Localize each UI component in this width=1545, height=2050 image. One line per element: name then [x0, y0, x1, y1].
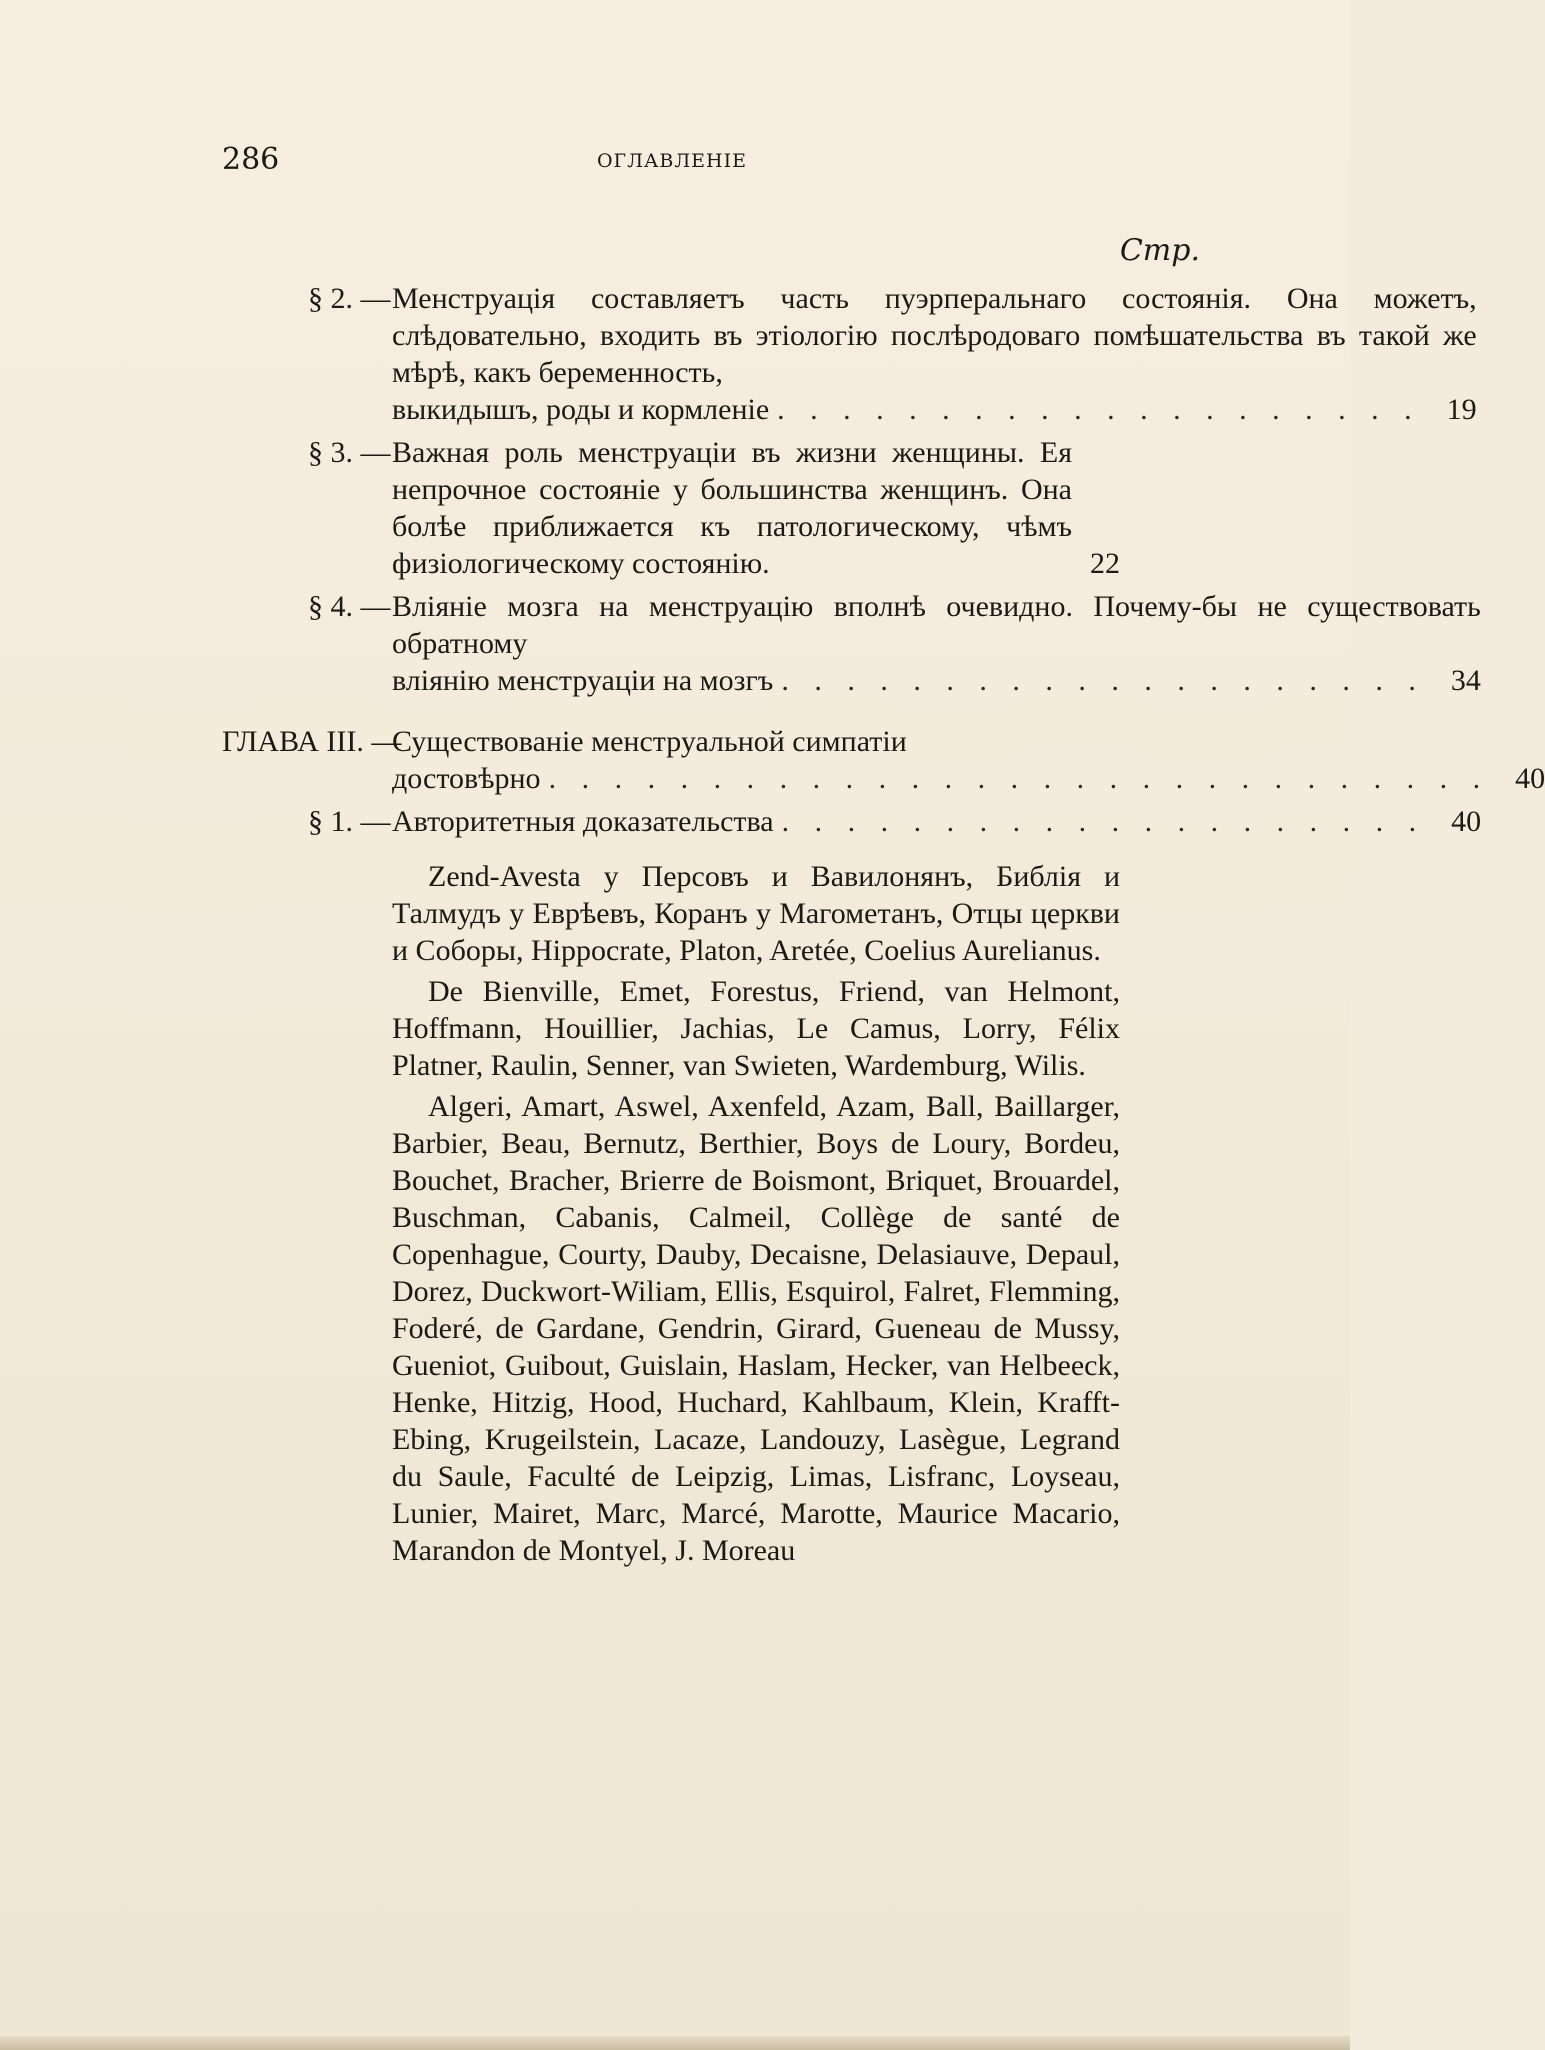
entry-label: § 2. —: [308, 282, 391, 315]
toc-entry-section-3: [222, 434, 1120, 582]
leader-dots: . . . . . . . . . . . . . . . . . . . . . . . . . . . . .: [548, 762, 1490, 795]
authority-paragraph: De Bienville, Emet, Forestus, Friend, van Helmont, Hoffmann, Houillier, Jachias, Le Camus, Lorry, Félix Platner, Raulin, Senner, van Swieten, Wardemburg, Wilis.: [392, 975, 1120, 1082]
entry-text-last-line: вліянію менструаціи на мозгъ: [392, 664, 774, 697]
authority-paragraph: Algeri, Amart, Aswel, Axenfeld, Azam, Ball, Baillarger, Barbier, Beau, Bernutz, Berthier, Boys de Loury, Bordeu, Bouchet, Bracher, Brierre de Boismont, Briquet, Brouardel, Buschman, Cabanis, Calmeil, Collège de santé de Copenhague, Courty, Dauby, Decaisne, Delasiauve, Depaul, Dorez, Duckwort-Wiliam, Ellis, Esquirol, Falret, Flemming, Foderé, de Gardane, Gendrin, Girard, Gueneau de Mussy, Gueniot, Guibout, Guislain, Haslam, Hecker, van Helbeeck, Henke, Hitzig, Hood, Huchard, Kahlbaum, Klein, Krafft-Ebing, Krugeilstein, Lacaze, Landouzy, Lasègue, Legrand du Saule, Faculté de Leipzig, Limas, Lisfranc, Loyseau, Lunier, Mairet, Marc, Marcé, Marotte, Maurice Macario, Marandon de Montyel, J. Moreau: [392, 1090, 1120, 1567]
entry-text-last-line: достовѣрно: [392, 762, 541, 795]
entry-text: Менструація составляетъ часть пуэрперальнаго состоянія. Она можетъ, слѣдовательно, входить въ этіологію послѣродоваго помѣшательства въ такой же мѣрѣ, какъ беременность,: [392, 282, 1477, 389]
table-of-contents: [222, 280, 1545, 1569]
entry-page-number: 40: [1451, 805, 1482, 838]
entry-page-number: 22: [1090, 547, 1120, 580]
entry-label: § 1. —: [308, 805, 391, 838]
running-title: ОГЛАВЛЕНІЕ: [596, 150, 748, 172]
entry-text-last-line: выкидышъ, роды и кормленіе: [392, 393, 770, 426]
toc-entry-section-2: [222, 280, 1477, 428]
toc-entry-chapter-3: [222, 723, 1545, 797]
toc-entry-section-4: [222, 588, 1481, 699]
page-header: [222, 142, 1122, 182]
entry-page-number: 34: [1450, 664, 1481, 697]
page-bottom-edge: [0, 2036, 1350, 2050]
leader-dots: . . . . . . . . . . . . . . . . . . . .: [781, 664, 1425, 697]
page-number: 286: [222, 142, 280, 177]
entry-label: ГЛАВА III. —: [222, 725, 402, 758]
page-column-label: Стр.: [1119, 233, 1200, 268]
entry-text: Важная роль менструаціи въ жизни женщины. Ея непрочное состояніе у большинства женщинъ. Она болѣе приближается къ патологическому, чѣмъ физіологическому состоянію.: [392, 436, 1072, 580]
entry-label: § 3. —: [308, 436, 391, 469]
entry-text-last-line: Авторитетныя доказательства: [392, 805, 774, 838]
entry-label: § 4. —: [308, 590, 391, 623]
authority-paragraph: Zend-Avesta у Персовъ и Вавилонянъ, Библія и Талмудъ у Еврѣевъ, Коранъ у Магометанъ, Отцы церкви и Соборы, Hippocrate, Platon, Aretée, Coelius Aurelianus.: [392, 860, 1120, 967]
entry-page-number: 19: [1446, 393, 1477, 426]
toc-entry-section-1: [222, 803, 1482, 840]
leader-dots: . . . . . . . . . . . . . . . . . . . .: [777, 393, 1421, 426]
entry-page-number: 40: [1515, 762, 1545, 795]
entry-text: Существованіе менструальной симпатіи: [392, 725, 907, 758]
leader-dots: . . . . . . . . . . . . . . . . . . . .: [781, 805, 1426, 838]
entry-text: Вліяніе мозга на менструацію вполнѣ очевидно. Почему-бы не существовать обратному: [392, 590, 1481, 660]
